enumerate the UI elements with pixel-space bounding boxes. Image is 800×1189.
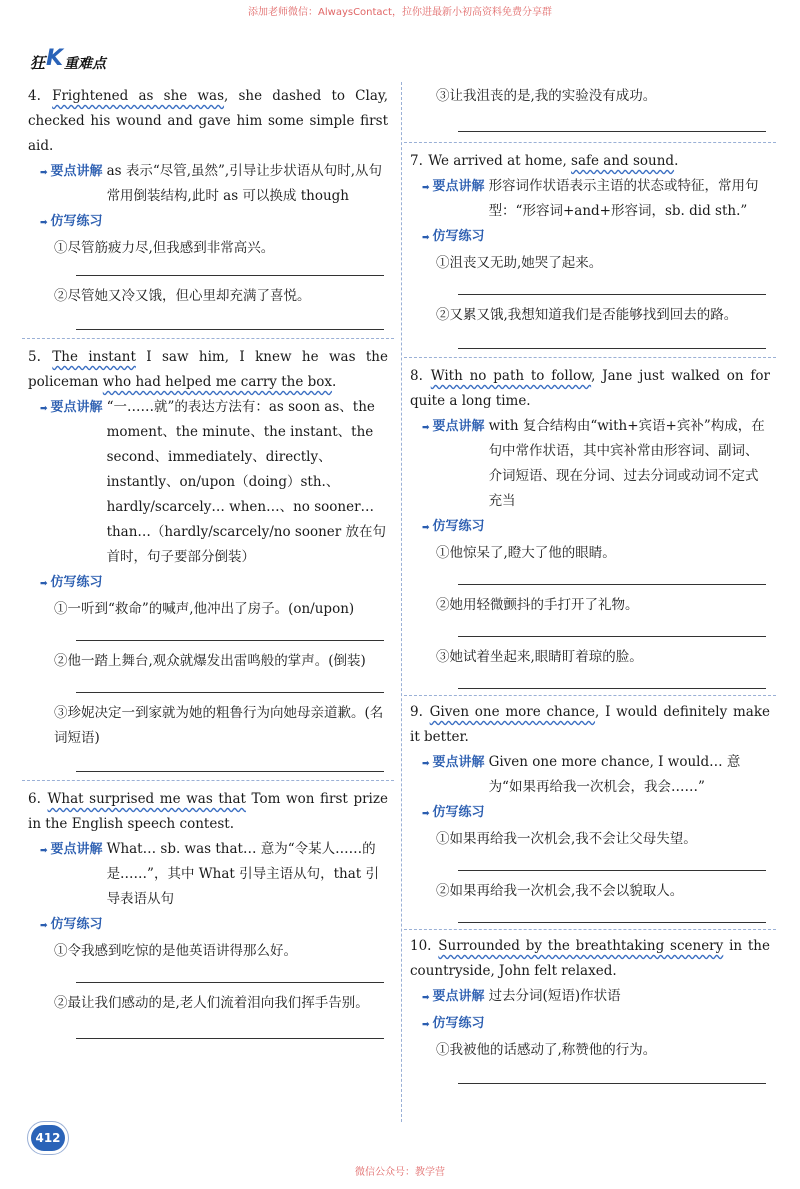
sentence-text: , Jane just walked on for quite a long time.	[410, 368, 770, 409]
arrow-icon: ➡	[422, 993, 430, 1003]
item-6	[28, 787, 388, 1039]
item-9-sentence	[410, 700, 770, 750]
sentence-text: I saw him, I knew he was the policeman	[28, 349, 388, 390]
explain-row	[40, 159, 388, 209]
explain-row	[422, 414, 770, 514]
logo-part-1: 狂	[30, 54, 47, 72]
explain-text: 形容词作状语表示主语的状态或特征，常用句型：“形容词+and+形容词，sb. did sth.”	[488, 178, 759, 219]
arrow-icon: ➡	[40, 921, 48, 931]
arrow-icon: ➡	[40, 579, 48, 589]
watermark-top: 添加老师微信：AlwaysContact，拉你进最新小初高资料免费分享群	[248, 7, 552, 18]
answer-line[interactable]	[76, 1038, 384, 1039]
explain-label: ➡ 要点讲解	[40, 400, 103, 415]
arrow-icon: ➡	[40, 404, 48, 414]
explain-label: ➡ 要点讲解	[40, 842, 103, 857]
practice-label: ➡ 仿写练习	[422, 805, 485, 820]
explain-row	[422, 174, 770, 224]
sentence-text: , she dashed to Clay, checked his wound and gave him some simple first aid.	[28, 88, 389, 154]
item-separator	[404, 357, 776, 358]
item-number: 4.	[28, 88, 41, 104]
key-phrase: who had helped me carry the box	[102, 374, 333, 390]
column-divider	[401, 82, 402, 1122]
key-phrase: safe and sound	[571, 153, 675, 169]
key-phrase: Frightened as she was	[52, 88, 225, 104]
item-10	[410, 934, 770, 1084]
sentence-text: Tom won first prize in the English speech contest.	[28, 791, 388, 832]
item-4	[28, 84, 388, 338]
arrow-icon: ➡	[40, 168, 48, 178]
exercise-1: ①他惊呆了,瞪大了他的眼睛。	[436, 545, 616, 561]
item-separator	[404, 929, 776, 930]
sentence-text: , I would definitely make it better.	[410, 704, 770, 745]
exercise-1: ①一听到“救命”的喊声,他冲出了房子。(on/upon)	[54, 601, 355, 617]
key-phrase: The instant	[52, 349, 136, 365]
item-5	[28, 345, 388, 780]
exercise-2: ②她用轻微颤抖的手打开了礼物。	[436, 597, 639, 613]
answer-line[interactable]	[458, 1083, 766, 1084]
exercise-1: ①我被他的话感动了,称赞他的行为。	[436, 1042, 657, 1058]
practice-label: ➡ 仿写练习	[422, 1016, 485, 1031]
exercise-1: ①尽管筋疲力尽,但我感到非常高兴。	[54, 240, 275, 256]
left-column	[28, 84, 388, 1039]
explain-label: ➡ 要点讲解	[422, 989, 485, 1004]
page-number: 412	[31, 1125, 65, 1151]
explain-text: Given one more chance, I would… 意为“如果再给我一次机会，我会……”	[488, 754, 741, 795]
arrow-icon: ➡	[40, 218, 48, 228]
watermark-bottom: 微信公众号：教学营	[355, 1167, 445, 1178]
item-8	[410, 364, 770, 695]
exercise-3: ③珍妮决定一到家就为她的粗鲁行为向她母亲道歉。(名词短语)	[54, 705, 384, 746]
arrow-icon: ➡	[422, 183, 430, 193]
exercise-2: ②他一踏上舞台,观众就爆发出雷鸣般的掌声。(倒装)	[54, 653, 366, 669]
logo-part-3: 重难点	[64, 56, 106, 72]
item-number: 7.	[410, 153, 423, 169]
practice-label: ➡ 仿写练习	[40, 575, 103, 590]
item-4-sentence	[28, 84, 388, 159]
key-phrase: What surprised me was that	[47, 791, 246, 807]
explain-row	[422, 750, 770, 800]
explain-label: ➡ 要点讲解	[40, 164, 103, 179]
exercise-3: ③她试着坐起来,眼睛盯着琼的脸。	[436, 649, 643, 665]
item-7	[410, 149, 770, 357]
item-number: 10.	[410, 938, 432, 954]
item-separator	[404, 695, 776, 696]
explain-label: ➡ 要点讲解	[422, 179, 485, 194]
sentence-end: .	[674, 153, 679, 169]
arrow-icon: ➡	[422, 1020, 430, 1030]
exercise-2: ②最让我们感动的是,老人们流着泪向我们挥手告别。	[54, 995, 369, 1011]
item-5-sentence	[28, 345, 388, 395]
explain-label: ➡ 要点讲解	[422, 419, 485, 434]
exercise-2: ②如果再给我一次机会,我不会以貌取人。	[436, 883, 684, 899]
right-column	[410, 84, 770, 1084]
key-phrase: Surrounded by the breathtaking scenery	[438, 938, 724, 954]
explain-text: “一……就”的表达方法有：as soon as、the moment、the minute、the instant、the second、immediately、directly、instantly、on/upon（doing）sth.、hardly/scarcely… when…、no sooner… than…（hardly/scarcely/no sooner 放在句首时，句子要部分倒装）	[106, 399, 387, 565]
item-separator	[404, 142, 776, 143]
arrow-icon: ➡	[422, 233, 430, 243]
explain-row	[40, 395, 388, 570]
exercise-1: ①令我感到吃惊的是他英语讲得那么好。	[54, 943, 297, 959]
arrow-icon: ➡	[422, 423, 430, 433]
arrow-icon: ➡	[422, 523, 430, 533]
explain-text: as 表示“尽管,虽然”,引导让步状语从句时,从句常用倒装结构,此时 as 可以换成 though	[106, 163, 383, 204]
item-number: 5.	[28, 349, 41, 365]
logo-part-2: K	[46, 46, 64, 71]
arrow-icon: ➡	[422, 759, 430, 769]
explain-text: 过去分词(短语)作状语	[488, 988, 621, 1004]
item-6-sentence	[28, 787, 388, 837]
explain-text: What… sb. was that… 意为“令某人……的是……”，其中 What 引导主语从句，that 引导表语从句	[106, 841, 379, 907]
arrow-icon: ➡	[40, 846, 48, 856]
item-10-sentence	[410, 934, 770, 984]
item-9	[410, 700, 770, 929]
practice-label: ➡ 仿写练习	[422, 519, 485, 534]
item-number: 9.	[410, 704, 423, 720]
exercise-3: ③让我沮丧的是,我的实验没有成功。	[436, 88, 657, 104]
key-phrase: Given one more chance	[429, 704, 596, 720]
key-phrase: With no path to follow	[430, 368, 592, 384]
exercise-1: ①如果再给我一次机会,我不会让父母失望。	[436, 831, 697, 847]
sentence-text: in the countryside, John felt relaxed.	[410, 938, 770, 979]
item-separator	[22, 780, 394, 781]
explain-text: with 复合结构由“with+宾语+宾补”构成，在句中常作状语，其中宾补常由形容词、副词、介词短语、现在分词、过去分词或动词不定式充当	[488, 418, 765, 509]
exercise-2: ②又累又饿,我想知道我们是否能够找到回去的路。	[436, 307, 738, 323]
arrow-icon: ➡	[422, 809, 430, 819]
exercise-1: ①沮丧又无助,她哭了起来。	[436, 255, 603, 271]
sentence-end: .	[332, 374, 337, 390]
practice-label: ➡ 仿写练习	[422, 229, 485, 244]
explain-row	[40, 837, 388, 912]
item-6-continued	[410, 84, 770, 142]
item-number: 8.	[410, 368, 423, 384]
explain-row	[422, 984, 770, 1011]
item-8-sentence	[410, 364, 770, 414]
practice-label: ➡ 仿写练习	[40, 917, 103, 932]
exercise-2: ②尽管她又冷又饿，但心里却充满了喜悦。	[54, 288, 311, 304]
practice-label: ➡ 仿写练习	[40, 214, 103, 229]
item-separator	[22, 338, 394, 339]
explain-label: ➡ 要点讲解	[422, 755, 485, 770]
item-number: 6.	[28, 791, 41, 807]
sentence-text: We arrived at home,	[428, 153, 572, 169]
item-7-sentence	[410, 149, 770, 174]
